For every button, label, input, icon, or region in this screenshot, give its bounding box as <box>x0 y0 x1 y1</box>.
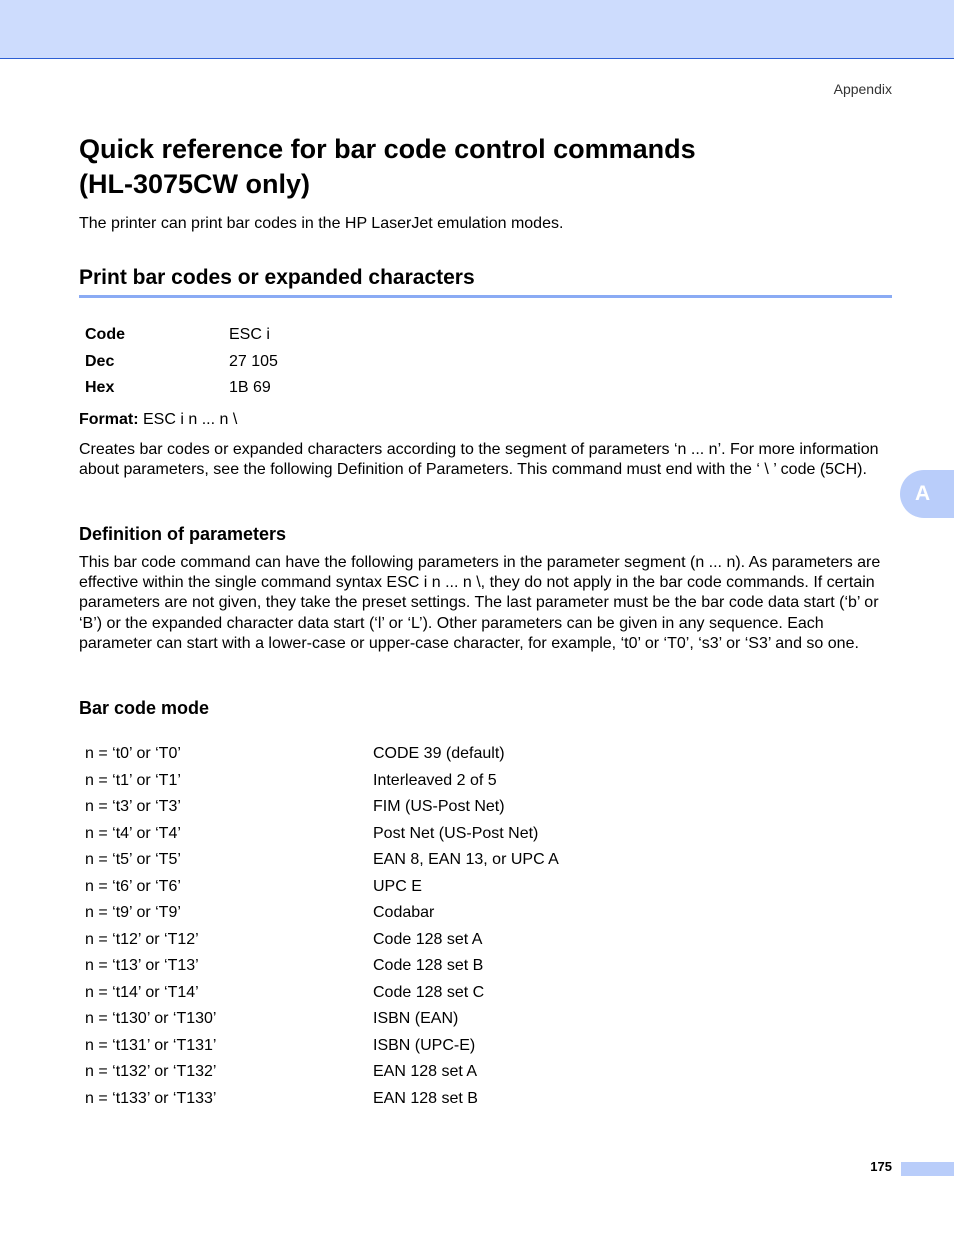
mode-desc: EAN 128 set B <box>373 1089 478 1107</box>
table-row <box>79 794 565 821</box>
mode-param: n = ‘t9’ or ‘T9’ <box>85 904 181 922</box>
mode-desc: EAN 8, EAN 13, or UPC A <box>373 851 559 869</box>
command-key: Dec <box>85 352 115 370</box>
section-heading: Print bar codes or expanded characters <box>79 266 892 298</box>
running-head: Appendix <box>833 81 892 97</box>
page-title <box>79 132 859 202</box>
mode-param: n = ‘t133’ or ‘T133’ <box>85 1089 217 1107</box>
command-key: Hex <box>85 379 115 397</box>
table-row <box>79 1006 565 1033</box>
command-table <box>79 322 284 402</box>
mode-desc: CODE 39 (default) <box>373 745 505 763</box>
table-row <box>79 375 284 402</box>
mode-param: n = ‘t4’ or ‘T4’ <box>85 824 181 842</box>
mode-param: n = ‘t14’ or ‘T14’ <box>85 983 199 1001</box>
mode-param: n = ‘t1’ or ‘T1’ <box>85 771 181 789</box>
bar-code-mode-table <box>79 741 565 1112</box>
mode-desc: Code 128 set B <box>373 957 484 975</box>
mode-desc: Post Net (US-Post Net) <box>373 824 539 842</box>
mode-desc: Codabar <box>373 904 435 922</box>
command-description: Creates bar codes or expanded characters according to the segment of parameters ‘n ... n’. For more information about parameters, see the following Definition of Parameters. This command must end with the ‘ \ ’ code (5CH). <box>79 441 879 479</box>
table-row <box>79 741 565 768</box>
mode-desc: FIM (US-Post Net) <box>373 798 505 816</box>
table-row <box>79 847 565 874</box>
mode-desc: Code 128 set A <box>373 930 483 948</box>
page-number-bar <box>901 1162 954 1176</box>
definition-heading: Definition of parameters <box>79 524 287 544</box>
mode-param: n = ‘t13’ or ‘T13’ <box>85 957 199 975</box>
mode-desc: EAN 128 set A <box>373 1063 478 1081</box>
page-title-line1: Quick reference for bar code control commands <box>79 134 696 164</box>
format-line <box>79 411 237 429</box>
format-value: ESC i n ... n \ <box>138 411 238 428</box>
command-key: Code <box>85 326 125 344</box>
mode-desc: Interleaved 2 of 5 <box>373 771 497 789</box>
table-row <box>79 322 284 349</box>
command-value: ESC i <box>229 326 270 344</box>
mode-param: n = ‘t132’ or ‘T132’ <box>85 1063 217 1081</box>
page-title-line2: (HL-3075CW only) <box>79 169 311 199</box>
appendix-side-tab: A <box>900 470 954 518</box>
table-row <box>79 927 565 954</box>
mode-param: n = ‘t131’ or ‘T131’ <box>85 1036 217 1054</box>
mode-param: n = ‘t12’ or ‘T12’ <box>85 930 199 948</box>
mode-param: n = ‘t130’ or ‘T130’ <box>85 1010 217 1028</box>
format-label: Format: <box>79 411 139 428</box>
mode-param: n = ‘t5’ or ‘T5’ <box>85 851 181 869</box>
command-value: 27 105 <box>229 352 278 370</box>
table-row <box>79 821 565 848</box>
table-row <box>79 1033 565 1060</box>
mode-param: n = ‘t6’ or ‘T6’ <box>85 877 181 895</box>
mode-desc: Code 128 set C <box>373 983 485 1001</box>
table-row <box>79 980 565 1007</box>
command-value: 1B 69 <box>229 379 271 397</box>
table-row <box>79 349 284 376</box>
mode-desc: UPC E <box>373 877 422 895</box>
mode-param: n = ‘t3’ or ‘T3’ <box>85 798 181 816</box>
page-number: 175 <box>870 1159 892 1174</box>
table-row <box>79 1059 565 1086</box>
table-row <box>79 874 565 901</box>
intro-text: The printer can print bar codes in the HP LaserJet emulation modes. <box>79 215 564 232</box>
table-row <box>79 900 565 927</box>
header-band <box>0 0 954 59</box>
bar-code-mode-heading: Bar code mode <box>79 698 210 718</box>
mode-desc: ISBN (EAN) <box>373 1010 459 1028</box>
table-row <box>79 768 565 795</box>
definition-text: This bar code command can have the following parameters in the parameter segment (n ... n). As parameters are effective within the single command syntax ESC i n ... n \, they do not apply in the bar code commands. If certain parameters are not given, they take the preset settings. The last parameter must be the bar code data start (‘b’ or ‘B’) or the expanded character data start (‘l’ or ‘L’). Other parameters can be given in any sequence. Each parameter can start with a lower-case or upper-case character, for example, ‘t0’ or ‘T0’, ‘s3’ or ‘S3’ and so one. <box>79 554 881 652</box>
mode-desc: ISBN (UPC-E) <box>373 1036 476 1054</box>
table-row <box>79 953 565 980</box>
table-row <box>79 1086 565 1113</box>
mode-param: n = ‘t0’ or ‘T0’ <box>85 745 181 763</box>
